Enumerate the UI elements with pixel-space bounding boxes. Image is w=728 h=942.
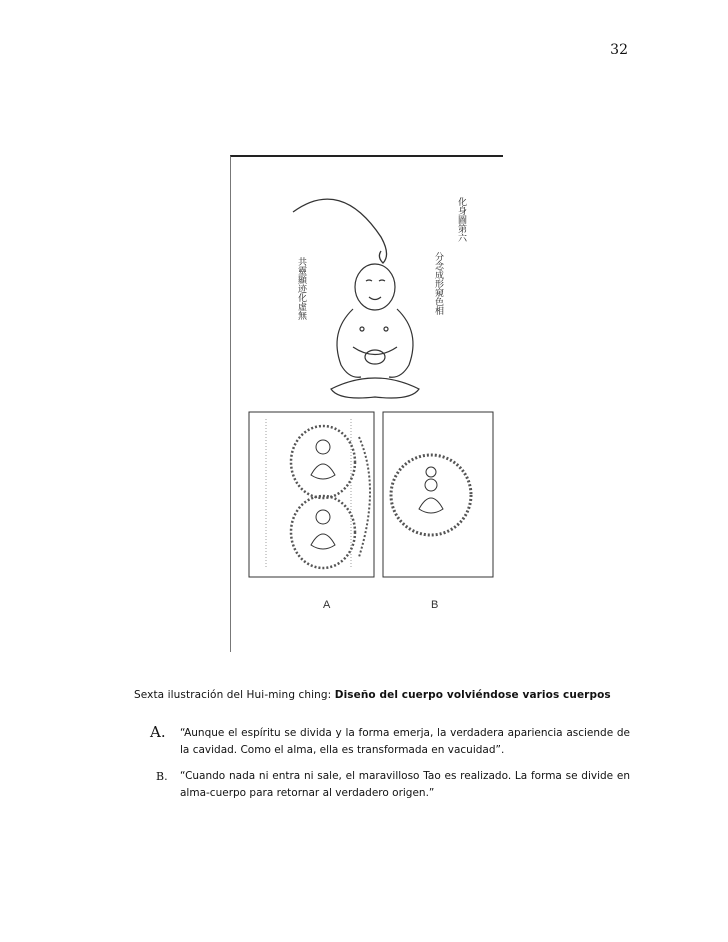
caption-title: Diseño del cuerpo volviéndose varios cuerpos — [334, 689, 611, 701]
illustration-figure — [230, 155, 503, 652]
panel-b — [383, 412, 493, 577]
panel-a — [249, 412, 374, 577]
list-item-text: “Cuando nada ni entra ni sale, el maravilloso Tao es realizado. La forma se divide en alma-cuerpo para retornar al verdadero origen.” — [180, 770, 630, 799]
caption-prefix: Sexta ilustración del Hui-ming ching: — [134, 689, 335, 701]
panel-b-label: B — [431, 599, 439, 611]
list-marker: A. — [150, 723, 166, 741]
panel-a-label: A — [323, 599, 331, 611]
hui-ming-ching-illustration — [231, 157, 503, 652]
list-item-text: “Aunque el espíritu se divida y la forma emerja, la verdadera apariencia asciende de la cavidad. Como el alma, ella es transformada en vacuidad”. — [180, 727, 630, 756]
right-inscription: 分念成形窺色相 — [433, 252, 443, 315]
spirit-line — [293, 199, 387, 263]
figure-caption — [134, 689, 654, 701]
title-inscription: 化身圖第六 — [456, 197, 466, 242]
seated-figure — [331, 264, 419, 398]
list-item — [150, 768, 630, 802]
list-marker: B. — [156, 770, 168, 783]
left-inscription: 共靈顯迹化虛無 — [296, 257, 306, 320]
list-item — [150, 725, 630, 759]
page-number: 32 — [610, 42, 628, 58]
